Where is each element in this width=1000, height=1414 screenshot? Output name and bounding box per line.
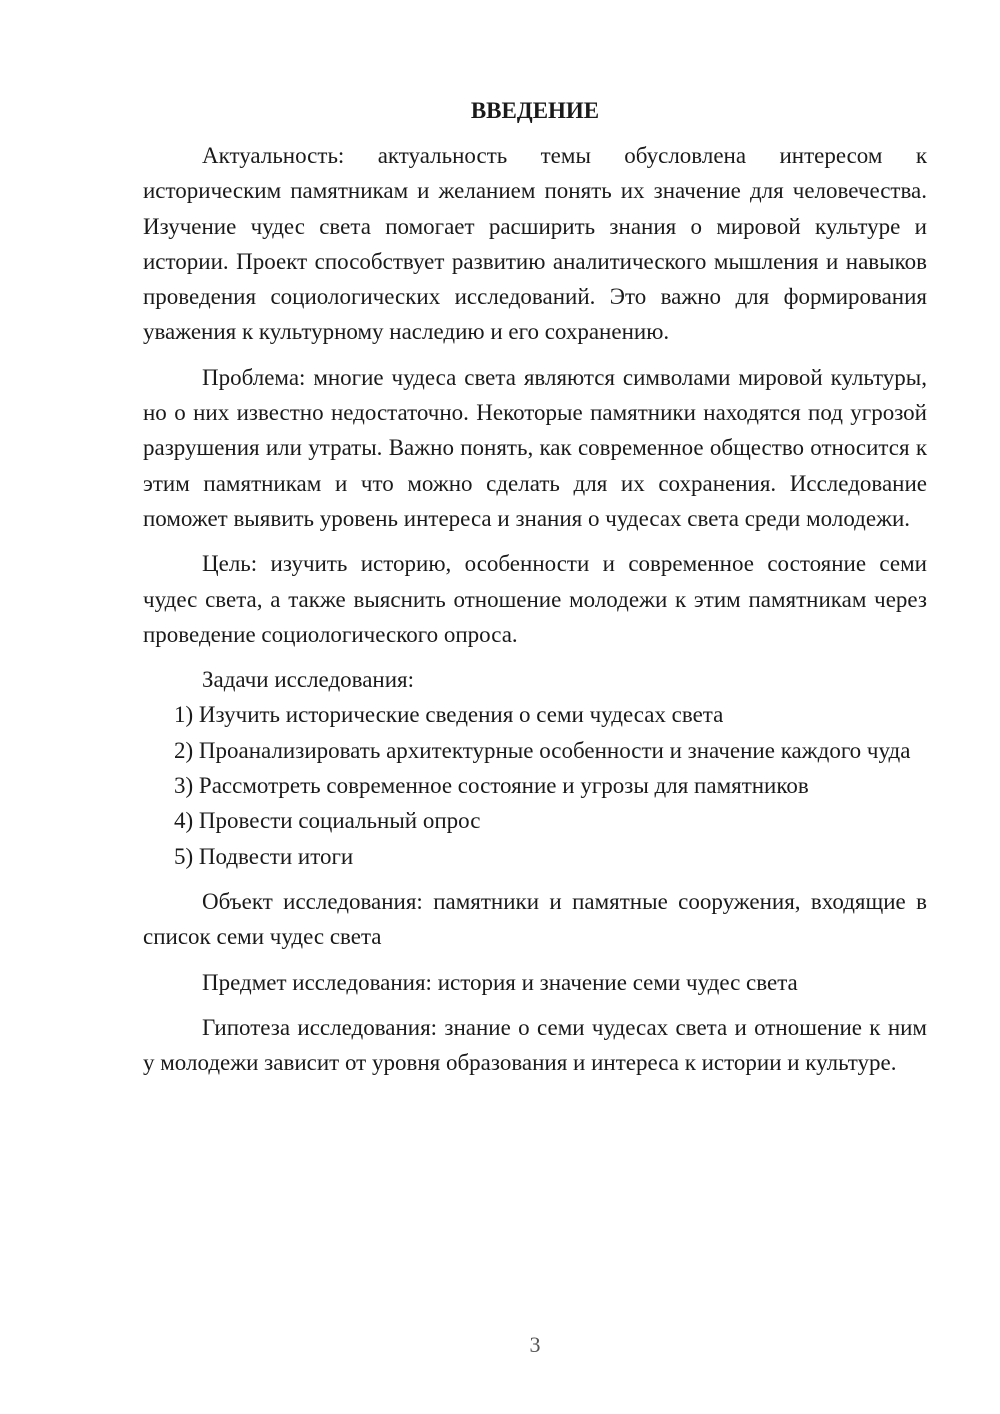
document-body (143, 93, 927, 1080)
hypothesis-paragraph: Гипотеза исследования: знание о семи чудесах света и отношение к ним у молодежи зависит от уровня образования и интереса к истории и культуре. (143, 1014, 927, 1076)
tasks-heading: Задачи исследования: (202, 667, 415, 693)
relevance-paragraph: Актуальность: актуальность темы обусловлена интересом к историческим памятникам и желанием понять их значение для человечества. Изучение чудес света помогает расширить знания о мировой культуре и истории. Проект способствует развитию аналитического мышления и навыков проведения социологических исследований. Это важно для формирования уважения к культурному наследию и его сохранению. (143, 143, 927, 345)
task-item-4: 4) Провести социальный опрос (174, 808, 481, 834)
page-title: ВВЕДЕНИЕ (470, 98, 600, 123)
problem-paragraph: Проблема: многие чудеса света являются символами мировой культуры, но о них известно недостаточно. Некоторые памятники находятся под угрозой разрушения или утраты. Важно понять, как современное общество относится к этим памятникам и что можно сделать для их сохранения. Исследование поможет выявить уровень интереса и знания о чудесах света среди молодежи. (143, 364, 927, 531)
page-number: 3 (529, 1332, 541, 1357)
task-item-2: 2) Проанализировать архитектурные особенности и значение каждого чуда (174, 737, 911, 763)
task-item-1: 1) Изучить исторические сведения о семи чудесах света (174, 702, 724, 728)
task-item-3: 3) Рассмотреть современное состояние и угрозы для памятников (174, 773, 809, 799)
subject-paragraph: Предмет исследования: история и значение семи чудес света (202, 969, 798, 995)
task-item-5: 5) Подвести итоги (174, 843, 354, 869)
object-paragraph: Объект исследования: памятники и памятные сооружения, входящие в список семи чудес света (143, 888, 927, 950)
goal-paragraph: Цель: изучить историю, особенности и современное состояние семи чудес света, а также выяснить отношение молодежи к этим памятникам через проведение социологического опроса. (143, 551, 927, 647)
